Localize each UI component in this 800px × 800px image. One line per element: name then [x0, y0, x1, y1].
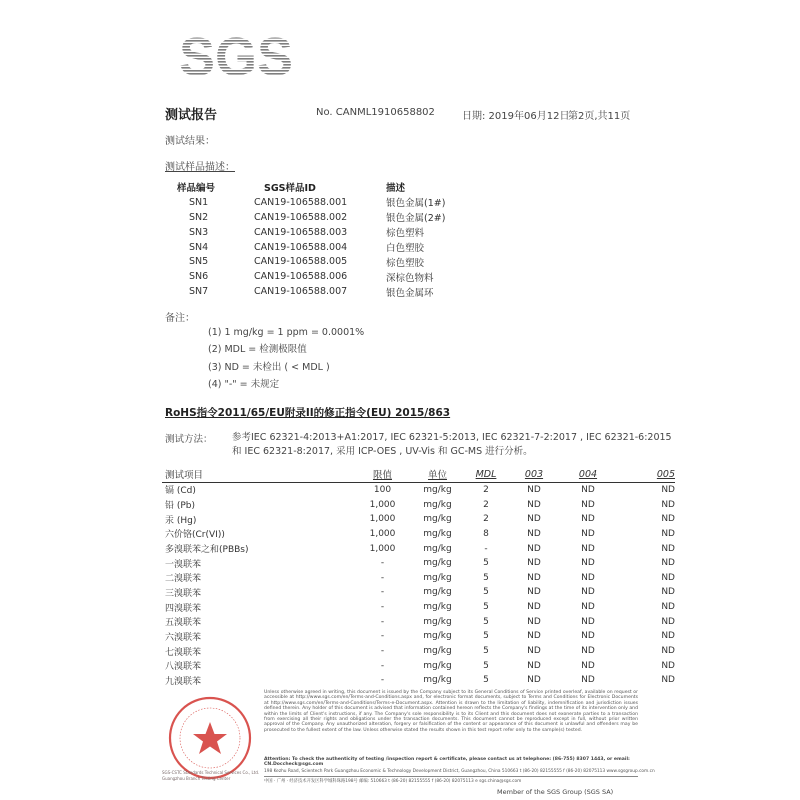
result-003-cell: ND [527, 616, 541, 627]
result-004-cell: ND [581, 572, 595, 583]
result-unit-cell: mg/kg [423, 558, 452, 569]
result-003-cell: ND [527, 528, 541, 539]
samples-header-description: 描述 [386, 183, 406, 195]
result-mdl-cell: 5 [483, 558, 489, 569]
results-heading: 测试结果： [165, 136, 215, 147]
result-005-cell: ND [661, 602, 675, 613]
result-unit-cell: mg/kg [423, 587, 452, 598]
result-limit-cell: 1,000 [369, 499, 396, 510]
result-mdl-cell: 2 [483, 514, 489, 525]
result-unit-cell: mg/kg [423, 572, 452, 583]
footer-divider [264, 776, 638, 777]
result-005-cell: ND [661, 616, 675, 627]
sample-description-cell: 深棕色物料 [386, 272, 434, 284]
result-003-cell: ND [527, 587, 541, 598]
result-mdl-cell: 2 [483, 484, 489, 495]
sample-sgs-id-cell: CAN19-106588.006 [254, 271, 348, 283]
note-item: (1) 1 mg/kg = 1 ppm = 0.0001% [208, 327, 365, 338]
result-unit-cell: mg/kg [423, 499, 452, 510]
result-row [162, 658, 675, 673]
sample-id-cell: SN5 [189, 256, 209, 268]
sample-row [175, 195, 506, 210]
result-003-cell: ND [527, 572, 541, 583]
result-limit-cell: - [380, 675, 385, 686]
result-003-cell: ND [527, 675, 541, 686]
result-003-cell: ND [527, 631, 541, 642]
sgs-logo [178, 25, 294, 87]
sample-sgs-id-cell: CAN19-106588.003 [254, 226, 348, 238]
results-header-003: 003 [507, 467, 561, 482]
results-header-limit: 限值 [355, 467, 410, 482]
result-item-cell: 六价铬(Cr(VI)) [165, 530, 225, 541]
result-mdl-cell: - [484, 543, 488, 554]
result-004-cell: ND [581, 646, 595, 656]
result-005-cell: ND [661, 646, 675, 656]
samples-header-id: 样品编号 [177, 183, 216, 195]
sample-description-cell: 银色金属(2#) [386, 213, 446, 225]
result-item-cell: 铅 (Pb) [165, 501, 196, 512]
notes-heading: 备注： [165, 313, 195, 324]
result-mdl-cell: 5 [483, 616, 489, 627]
result-limit-cell: - [380, 602, 385, 613]
result-item-cell: 汞 (Hg) [165, 515, 197, 526]
result-unit-cell: mg/kg [423, 660, 452, 671]
result-005-cell: ND [661, 572, 675, 583]
result-004-cell: ND [581, 587, 595, 598]
authenticity-notice: Attention: To check the authenticity of testing /inspection report & certificate, please contact us at telephone: (86-755) 8307 1443, or email: CN.Doccheck@sgs.com [264, 757, 630, 768]
result-004-cell: ND [581, 616, 595, 627]
sample-row [175, 254, 506, 269]
sample-sgs-id-cell: CAN19-106588.007 [254, 286, 348, 298]
result-005-cell: ND [661, 514, 675, 525]
results-table [162, 467, 675, 688]
result-004-cell: ND [581, 528, 595, 539]
result-row [162, 614, 675, 629]
result-item-cell: 多溴联苯之和(PBBs) [165, 545, 249, 556]
result-004-cell: ND [581, 484, 595, 495]
sample-description-heading: 测试样品描述： [165, 162, 235, 173]
result-003-cell: ND [527, 558, 541, 569]
result-limit-cell: - [380, 558, 385, 569]
result-row [162, 497, 675, 512]
result-unit-cell: mg/kg [423, 616, 452, 627]
result-row [162, 644, 675, 659]
sample-id-cell: SN2 [189, 211, 209, 223]
result-mdl-cell: 5 [483, 675, 489, 686]
result-005-cell: ND [661, 675, 675, 686]
sample-id-cell: SN1 [189, 196, 209, 208]
results-header-item: 测试项目 [162, 467, 355, 482]
samples-header-row [175, 180, 506, 195]
sample-sgs-id-cell: CAN19-106588.004 [254, 241, 348, 253]
report-number: No. CANML1910658802 [316, 107, 435, 118]
result-limit-cell: - [380, 572, 385, 583]
sample-id-cell: SN4 [189, 241, 209, 253]
result-004-cell: ND [581, 543, 595, 554]
result-003-cell: ND [527, 484, 541, 495]
result-unit-cell: mg/kg [423, 675, 452, 686]
result-unit-cell: mg/kg [423, 514, 452, 525]
result-003-cell: ND [527, 514, 541, 525]
result-mdl-cell: 5 [483, 631, 489, 642]
result-row [162, 600, 675, 615]
result-004-cell: ND [581, 602, 595, 613]
seal-lab-lines [162, 770, 259, 782]
result-limit-cell: 100 [373, 484, 392, 495]
result-row [162, 512, 675, 527]
result-row [162, 570, 675, 585]
result-mdl-cell: 5 [483, 646, 489, 656]
seal-line: SGS-CSTC Standards Technical Services Co., Ltd. [162, 770, 260, 775]
terms-fine-print: Unless otherwise agreed in writing, this document is issued by the Company subject to its General Conditions of Service printed overleaf, available on request or accessible at http://www.sgs.com/en/Terms-and-Conditions.aspx and, for electronic format documents, subject to Terms and Conditions for Electronic Documents at http://www.sgs.com/en/Terms-and-Conditions/Terms-e-Document.aspx. Attention is drawn to the limitation of liability, indemnification and jurisdiction issues defined therein. Any holder of this document is advised that information contained hereon reflects the Company's findings at the time of its intervention only and within the limits of Client's instructions, if any. The Company's sole responsibility is to its Client and this document does not exonerate parties to a transaction from exercising all their rights and obligations under the transaction documents. This document cannot be reproduced except in full, without prior written approval of the Company. Any unauthorized alteration, forgery or falsification of the content or appearance of this document is unlawful and offenders may be prosecuted to the fullest extent of the law. Unless otherwise stated the results shown in this test report refer only to the sample(s) tested. [264, 690, 638, 733]
page-indicator: 第2页,共11页 [568, 111, 631, 122]
result-mdl-cell: 5 [483, 572, 489, 583]
result-item-cell: 三溴联苯 [165, 588, 202, 599]
sample-description-cell: 棕色塑料 [386, 228, 425, 240]
result-unit-cell: mg/kg [423, 631, 452, 642]
sample-sgs-id-cell: CAN19-106588.005 [254, 256, 348, 268]
result-unit-cell: mg/kg [423, 484, 452, 495]
result-mdl-cell: 5 [483, 602, 489, 613]
seal-line: Guangzhou Branch Testing Center [162, 776, 231, 781]
results-header-mdl: MDL [465, 467, 507, 482]
result-row [162, 673, 675, 688]
results-header-005: 005 [615, 467, 675, 482]
result-item-cell: 五溴联苯 [165, 618, 202, 629]
result-004-cell: ND [581, 631, 595, 642]
result-004-cell: ND [581, 514, 595, 525]
notes-list [208, 324, 364, 394]
samples-header-sgs-id: SGS样品ID [264, 183, 316, 195]
result-item-cell: 六溴联苯 [165, 632, 202, 643]
sample-row [175, 269, 506, 284]
result-row [162, 585, 675, 600]
result-005-cell: ND [661, 484, 675, 495]
result-item-cell: 七溴联苯 [165, 647, 202, 658]
result-005-cell: ND [661, 631, 675, 642]
result-item-cell: 八溴联苯 [165, 662, 202, 673]
note-item: (3) ND = 未检出 ( < MDL ) [208, 361, 330, 373]
result-limit-cell: - [380, 646, 385, 656]
result-unit-cell: mg/kg [423, 543, 452, 554]
sample-description-cell: 银色金属(1#) [386, 198, 446, 210]
sample-row [175, 240, 506, 255]
report-title: 测试报告 [165, 108, 218, 123]
result-003-cell: ND [527, 602, 541, 613]
result-item-cell: 九溴联苯 [165, 676, 202, 687]
result-item-cell: 镉 (Cd) [165, 486, 196, 497]
address-english: 198 Kezhu Road, Scientech Park Guangzhou Economic & Technology Development District, Guangzhou, China 510663 t (86-20) 82155555 f (86-20) 82075113 www.sgsgroup.com.cn [264, 769, 655, 774]
result-limit-cell: - [380, 660, 385, 671]
result-004-cell: ND [581, 675, 595, 686]
member-line: Member of the SGS Group (SGS SA) [497, 788, 614, 796]
sgs-logo-text: SGS [178, 27, 294, 87]
results-header-row [162, 467, 675, 482]
result-mdl-cell: 5 [483, 660, 489, 671]
sample-description-cell: 棕色塑胶 [386, 257, 425, 269]
result-unit-cell: mg/kg [423, 646, 452, 656]
samples-table [175, 180, 506, 299]
result-row [162, 527, 675, 542]
sample-id-cell: SN7 [189, 286, 209, 298]
results-header-unit: 单位 [410, 467, 465, 482]
result-003-cell: ND [527, 646, 541, 656]
results-header-004: 004 [561, 467, 615, 482]
result-003-cell: ND [527, 499, 541, 510]
result-unit-cell: mg/kg [423, 528, 452, 539]
sample-id-cell: SN6 [189, 271, 209, 283]
result-005-cell: ND [661, 528, 675, 539]
result-unit-cell: mg/kg [423, 602, 452, 613]
sample-row [175, 210, 506, 225]
result-limit-cell: - [380, 616, 385, 627]
test-method-label: 测试方法： [165, 434, 213, 445]
sample-id-cell: SN3 [189, 226, 209, 238]
result-003-cell: ND [527, 543, 541, 554]
note-item: (2) MDL = 检测极限值 [208, 344, 307, 356]
seal-star [193, 722, 227, 754]
result-004-cell: ND [581, 499, 595, 510]
sample-row [175, 225, 506, 240]
result-005-cell: ND [661, 558, 675, 569]
sample-sgs-id-cell: CAN19-106588.002 [254, 211, 348, 223]
result-004-cell: ND [581, 660, 595, 671]
result-limit-cell: 1,000 [369, 528, 396, 539]
result-row [162, 541, 675, 556]
address-chinese: 中国 · 广州 · 经济技术开发区科学城科珠路198号 邮编: 510663 t (86-20) 82155555 f (86-20) 82075113 e sgs.china@sgs.com [264, 779, 522, 784]
result-mdl-cell: 8 [483, 528, 489, 539]
note-item: (4) "-" = 未规定 [208, 379, 280, 391]
result-mdl-cell: 2 [483, 499, 489, 510]
result-item-cell: 四溴联苯 [165, 603, 202, 614]
rohs-section-title: RoHS指令2011/65/EU附录II的修正指令(EU) 2015/863 [165, 407, 451, 419]
result-limit-cell: 1,000 [369, 543, 396, 554]
result-limit-cell: 1,000 [369, 514, 396, 525]
result-limit-cell: - [380, 631, 385, 642]
result-005-cell: ND [661, 587, 675, 598]
report-date: 日期: 2019年06月12日 [462, 111, 570, 122]
sample-description-cell: 白色塑胶 [386, 243, 425, 254]
result-004-cell: ND [581, 558, 595, 569]
result-005-cell: ND [661, 543, 675, 554]
result-mdl-cell: 5 [483, 587, 489, 598]
result-item-cell: 二溴联苯 [165, 574, 202, 585]
sample-description-cell: 银色金属环 [386, 287, 434, 299]
result-003-cell: ND [527, 660, 541, 671]
result-row [162, 629, 675, 644]
result-item-cell: 一溴联苯 [165, 559, 202, 570]
sample-row [175, 284, 506, 299]
result-row [162, 482, 675, 497]
result-005-cell: ND [661, 499, 675, 510]
result-row [162, 556, 675, 571]
result-limit-cell: - [380, 587, 385, 598]
sample-sgs-id-cell: CAN19-106588.001 [254, 196, 348, 208]
test-method-text: 参考IEC 62321-4:2013+A1:2017, IEC 62321-5:2013, IEC 62321-7-2:2017 , IEC 62321-6:2015 和 IEC 62321-8:2017, 采用 ICP-OES , UV-Vis 和 GC-MS 进行分析。 [232, 432, 672, 457]
result-005-cell: ND [661, 660, 675, 671]
